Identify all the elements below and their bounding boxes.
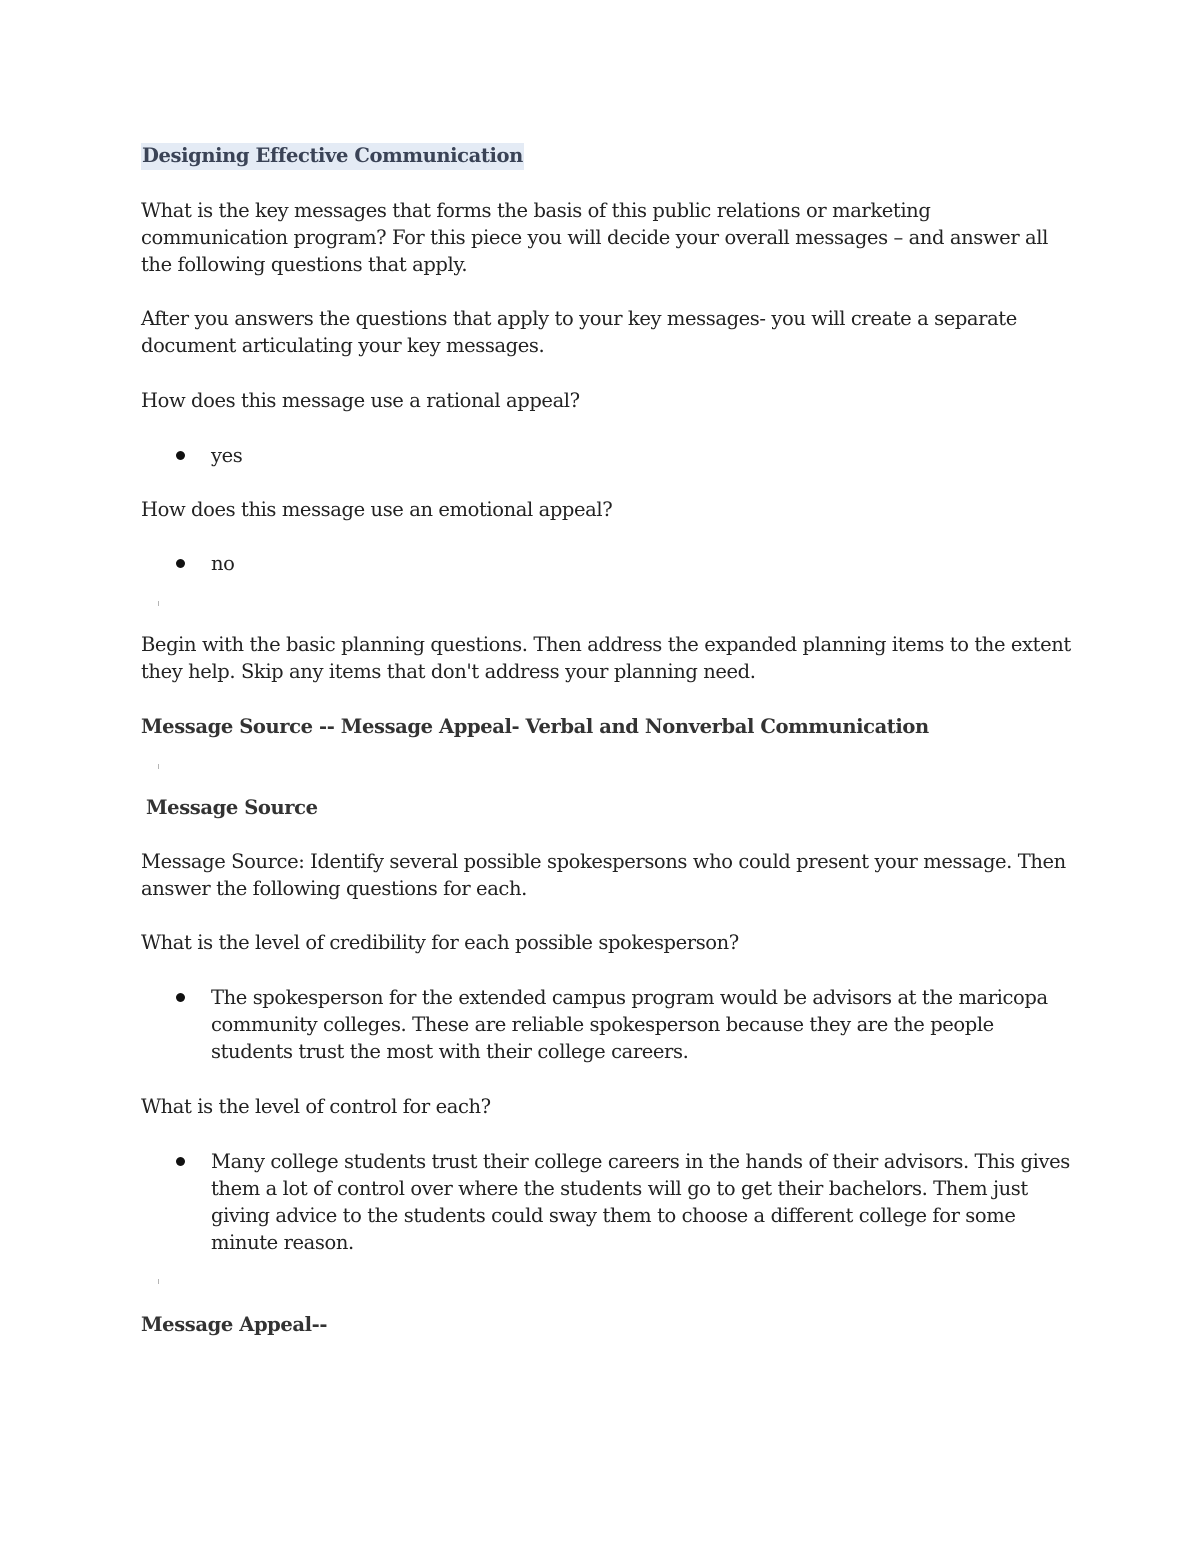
document-title-text: Designing Effective Communication [141, 143, 524, 170]
bullet-dot-icon [176, 559, 185, 568]
question-credibility: What is the level of credibility for each possible spokesperson? [141, 931, 739, 954]
answer-credibility: The spokesperson for the extended campus program would be advisors at the maricopa community colleges. These are reliable spokesperson because they are the people students trust the most with their college careers. [211, 986, 1048, 1063]
bullet-dot-icon [176, 993, 185, 1002]
message-source-paragraph: Message Source: Identify several possible spokespersons who could present your message. Then answer the following questions for each. [141, 850, 1066, 900]
answer-emotional-appeal: no [211, 552, 235, 575]
question-emotional-appeal: How does this message use an emotional appeal? [141, 498, 613, 521]
paragraph-mark-icon [158, 1279, 159, 1284]
message-appeal-heading: Message Appeal-- [141, 1313, 328, 1336]
answer-rational-appeal: yes [211, 444, 243, 467]
message-source-heading: Message Source [146, 796, 318, 819]
intro-paragraph: What is the key messages that forms the basis of this public relations or marketing communication program? For this piece you will decide your overall messages – and answer all the following questions that apply. [141, 199, 1048, 276]
bullet-dot-icon [176, 1157, 185, 1166]
question-rational-appeal: How does this message use a rational appeal? [141, 389, 580, 412]
paragraph-mark-icon [158, 601, 159, 606]
question-control: What is the level of control for each? [141, 1095, 491, 1118]
paragraph-mark-icon [158, 764, 159, 769]
document-title [141, 142, 1071, 169]
main-section-heading: Message Source -- Message Appeal- Verbal and Nonverbal Communication [141, 715, 929, 738]
begin-paragraph: Begin with the basic planning questions. Then address the expanded planning items to the extent they help. Skip any items that don't address your planning need. [141, 633, 1071, 683]
bullet-dot-icon [176, 451, 185, 460]
answer-control: Many college students trust their college careers in the hands of their advisors. This gives them a lot of control over where the students will go to get their bachelors. Them just giving advice to the students could sway them to choose a different college for some minute reason. [211, 1150, 1070, 1254]
after-paragraph: After you answers the questions that apply to your key messages- you will create a separate document articulating your key messages. [141, 307, 1017, 357]
